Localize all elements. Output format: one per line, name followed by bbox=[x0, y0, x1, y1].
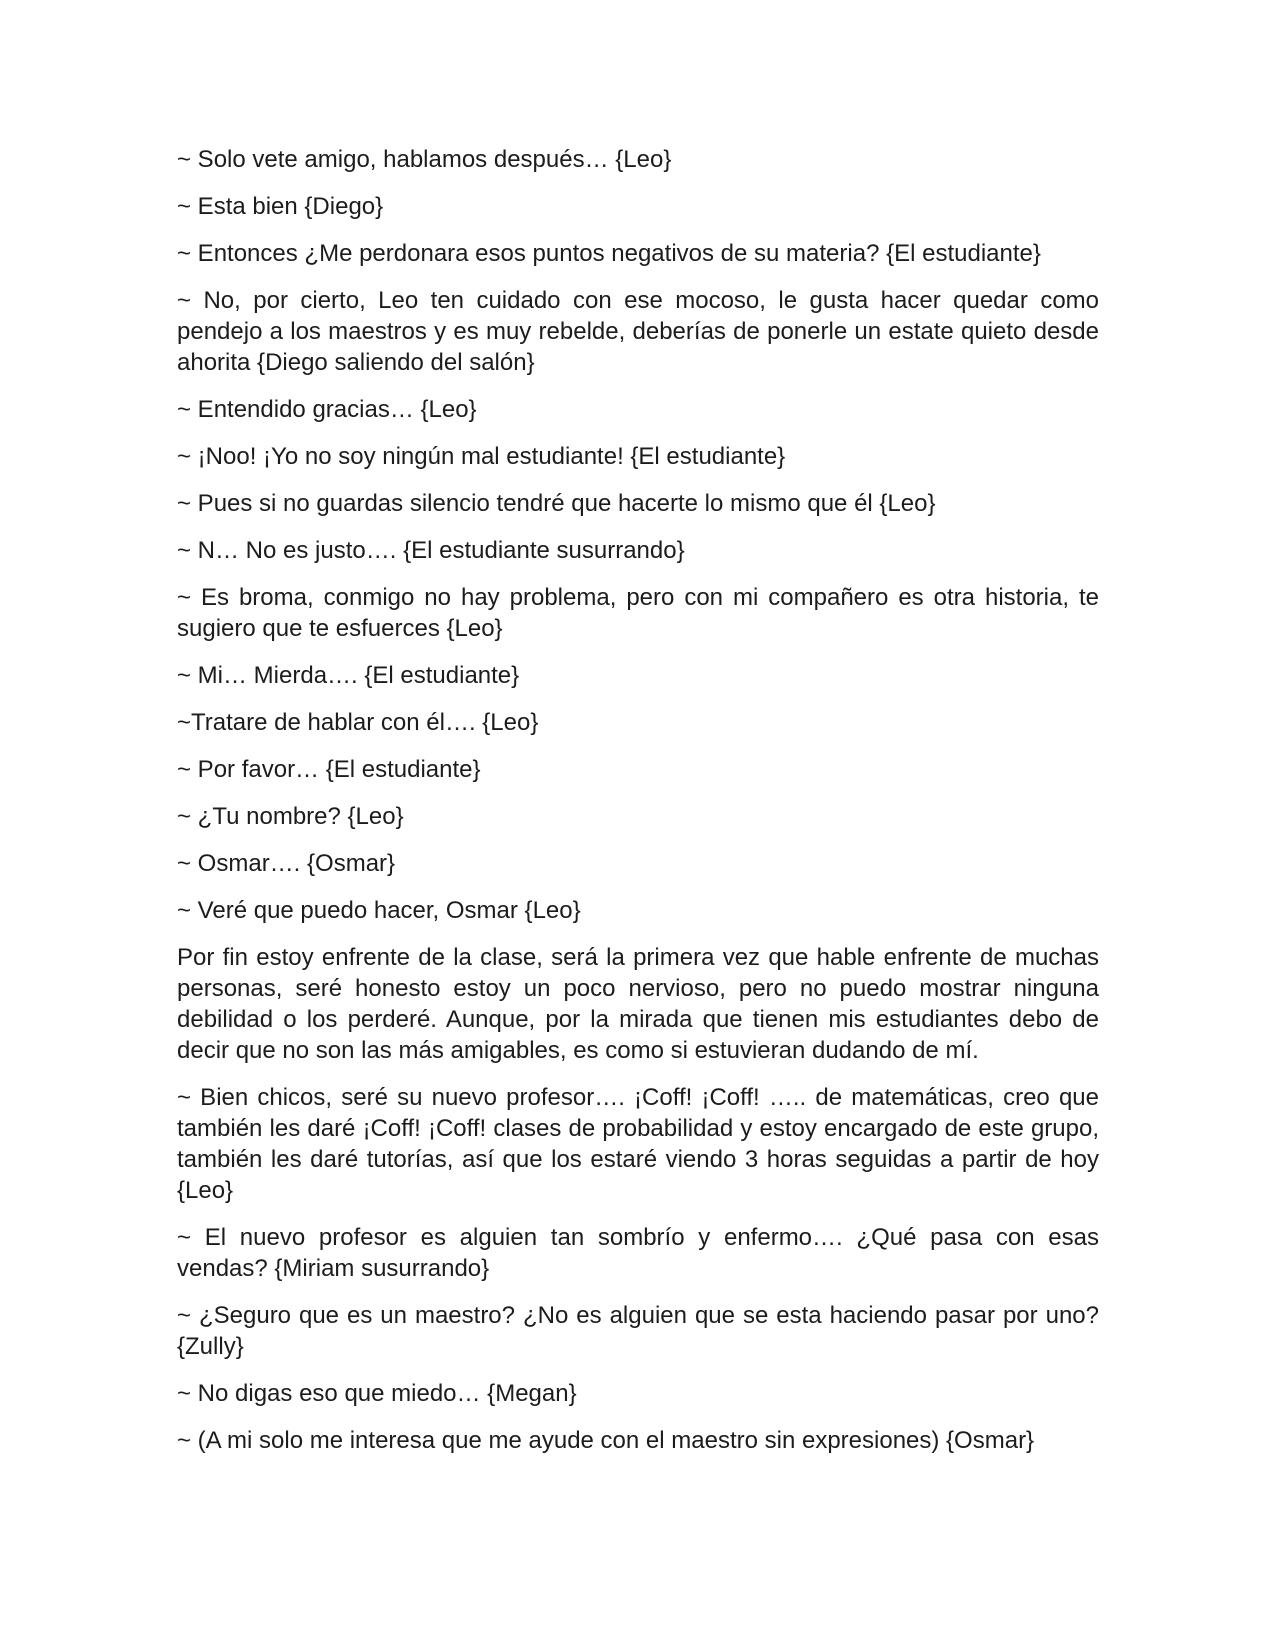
paragraph: ~ ¿Seguro que es un maestro? ¿No es alguien que se esta haciendo pasar por uno? {Zully} bbox=[177, 1302, 1099, 1360]
paragraph: ~ (A mi solo me interesa que me ayude con el maestro sin expresiones) {Osmar} bbox=[177, 1427, 1035, 1454]
paragraph: ~ El nuevo profesor es alguien tan sombrío y enfermo…. ¿Qué pasa con esas vendas? {Miriam susurrando} bbox=[177, 1224, 1099, 1282]
paragraph: ~ Por favor… {El estudiante} bbox=[177, 756, 481, 783]
paragraph: ~ Mi… Mierda…. {El estudiante} bbox=[177, 662, 520, 689]
paragraph: ~Tratare de hablar con él…. {Leo} bbox=[177, 709, 539, 736]
paragraph: ~ Entendido gracias… {Leo} bbox=[177, 396, 477, 423]
paragraph: ~ Es broma, conmigo no hay problema, pero con mi compañero es otra historia, te sugiero que te esfuerces {Leo} bbox=[177, 584, 1099, 642]
narration-paragraph: Por fin estoy enfrente de la clase, será la primera vez que hable enfrente de muchas personas, seré honesto estoy un poco nervioso, pero no puedo mostrar ninguna debilidad o los perderé. Aunque, por la mirada que tienen mis estudiantes debo de decir que no son las más amigables, es como si estuvieran dudando de mí. bbox=[177, 944, 1099, 1064]
paragraph: ~ ¿Tu nombre? {Leo} bbox=[177, 803, 404, 830]
document-body bbox=[177, 144, 1099, 1456]
paragraph: ~ Veré que puedo hacer, Osmar {Leo} bbox=[177, 897, 581, 924]
paragraph: ~ ¡Noo! ¡Yo no soy ningún mal estudiante! {El estudiante} bbox=[177, 443, 786, 470]
paragraph: ~ Osmar…. {Osmar} bbox=[177, 850, 396, 877]
paragraph: ~ N… No es justo…. {El estudiante susurrando} bbox=[177, 537, 685, 564]
paragraph: ~ No, por cierto, Leo ten cuidado con ese mocoso, le gusta hacer quedar como pendejo a los maestros y es muy rebelde, deberías de ponerle un estate quieto desde ahorita {Diego saliendo del salón} bbox=[177, 287, 1099, 376]
paragraph: ~ Entonces ¿Me perdonara esos puntos negativos de su materia? {El estudiante} bbox=[177, 240, 1041, 267]
paragraph: ~ Bien chicos, seré su nuevo profesor…. ¡Coff! ¡Coff! ….. de matemáticas, creo que también les daré ¡Coff! ¡Coff! clases de probabilidad y estoy encargado de este grupo, también les daré tutorías, así que los estaré viendo 3 horas seguidas a partir de hoy {Leo} bbox=[177, 1084, 1099, 1204]
paragraph: ~ Solo vete amigo, hablamos después… {Leo} bbox=[177, 146, 672, 173]
paragraph: ~ Pues si no guardas silencio tendré que hacerte lo mismo que él {Leo} bbox=[177, 490, 936, 517]
paragraph: ~ No digas eso que miedo… {Megan} bbox=[177, 1380, 577, 1407]
paragraph: ~ Esta bien {Diego} bbox=[177, 193, 384, 220]
